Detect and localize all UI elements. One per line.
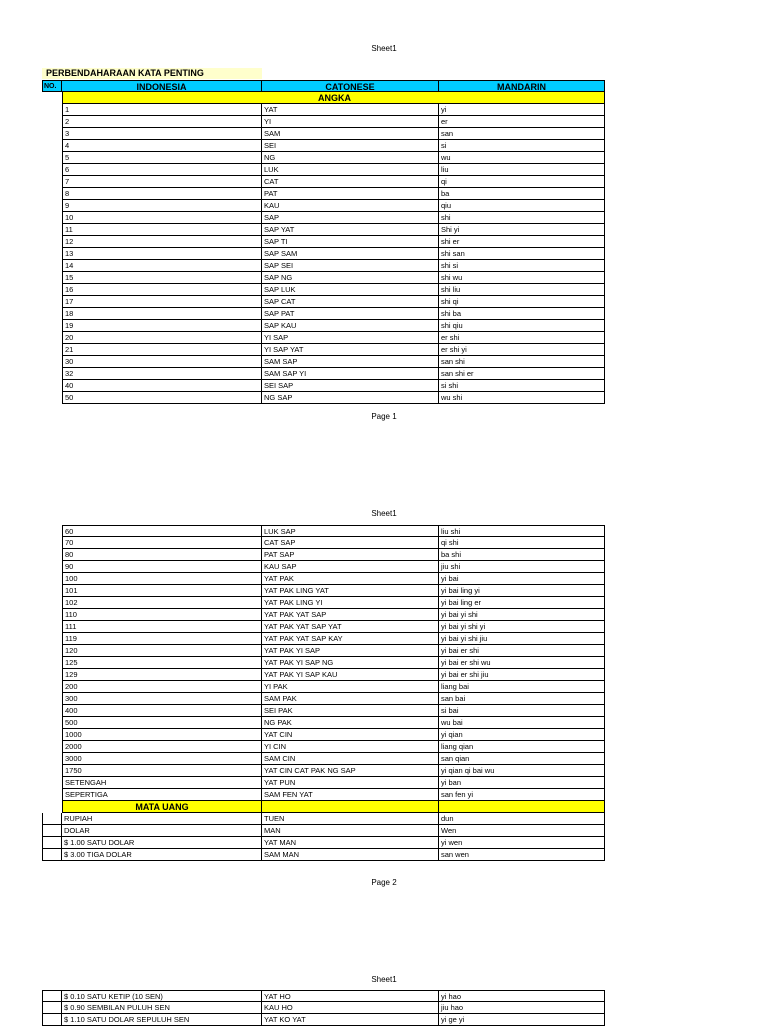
no-cell xyxy=(42,248,62,260)
cantonese-cell: LUK xyxy=(262,164,439,176)
cantonese-cell: YAT PUN xyxy=(262,777,439,789)
no-cell xyxy=(42,525,62,537)
cantonese-cell: YI CIN xyxy=(262,741,439,753)
cantonese-cell: YI SAP xyxy=(262,332,439,344)
indonesia-cell: 7 xyxy=(62,176,262,188)
indonesia-cell: $ 3.00 TIGA DOLAR xyxy=(62,849,262,861)
cantonese-cell: SAP SEI xyxy=(262,260,439,272)
no-cell xyxy=(42,729,62,741)
mandarin-cell: shi wu xyxy=(439,272,605,284)
cantonese-cell: SAP LUK xyxy=(262,284,439,296)
no-cell xyxy=(42,561,62,573)
blank-cell xyxy=(42,801,62,813)
no-cell xyxy=(42,284,62,296)
mandarin-cell: yi xyxy=(439,104,605,116)
cantonese-cell: SAM FEN YAT xyxy=(262,789,439,801)
page-header: Sheet1 xyxy=(371,44,397,53)
mandarin-cell: yi ban xyxy=(439,777,605,789)
no-cell xyxy=(42,705,62,717)
mandarin-cell: san shi er xyxy=(439,368,605,380)
no-cell xyxy=(42,344,62,356)
mandarin-cell: san fen yi xyxy=(439,789,605,801)
no-cell xyxy=(42,224,62,236)
mandarin-cell: wu xyxy=(439,152,605,164)
indonesia-cell: 13 xyxy=(62,248,262,260)
indonesia-cell: 50 xyxy=(62,392,262,404)
column-header-cantonese: CATONESE xyxy=(262,80,439,92)
cantonese-cell: MAN xyxy=(262,825,439,837)
mandarin-cell: yi qian qi bai wu xyxy=(439,765,605,777)
indonesia-cell: 20 xyxy=(62,332,262,344)
indonesia-cell: 18 xyxy=(62,308,262,320)
mandarin-cell: yi bai yi shi xyxy=(439,609,605,621)
no-cell xyxy=(42,308,62,320)
indonesia-cell: 102 xyxy=(62,597,262,609)
mandarin-cell: shi liu xyxy=(439,284,605,296)
mandarin-cell: si bai xyxy=(439,705,605,717)
cantonese-cell: SAM SAP xyxy=(262,356,439,368)
vocabulary-table-page-1 xyxy=(42,80,605,404)
no-cell xyxy=(42,693,62,705)
indonesia-cell: 1000 xyxy=(62,729,262,741)
mandarin-cell: yi bai yi shi yi xyxy=(439,621,605,633)
page-header: Sheet1 xyxy=(371,975,397,984)
indonesia-cell: 40 xyxy=(62,380,262,392)
mandarin-cell: Wen xyxy=(439,825,605,837)
mandarin-cell: er xyxy=(439,116,605,128)
cantonese-cell: SEI SAP xyxy=(262,380,439,392)
mandarin-cell: yi wen xyxy=(439,837,605,849)
no-cell xyxy=(42,188,62,200)
mandarin-cell: yi bai xyxy=(439,573,605,585)
blank-cell xyxy=(42,92,62,104)
cantonese-cell: SAP TI xyxy=(262,236,439,248)
cantonese-cell: NG PAK xyxy=(262,717,439,729)
cantonese-cell: SAP SAM xyxy=(262,248,439,260)
indonesia-cell: 15 xyxy=(62,272,262,284)
indonesia-cell: 100 xyxy=(62,573,262,585)
no-cell xyxy=(42,813,62,825)
no-cell xyxy=(42,128,62,140)
mandarin-cell: san shi xyxy=(439,356,605,368)
no-cell xyxy=(42,104,62,116)
cantonese-cell: KAU xyxy=(262,200,439,212)
cantonese-cell: YAT PAK YAT SAP YAT xyxy=(262,621,439,633)
no-cell xyxy=(42,236,62,248)
indonesia-cell: 60 xyxy=(62,525,262,537)
cantonese-cell: NG SAP xyxy=(262,392,439,404)
cantonese-cell: YAT MAN xyxy=(262,837,439,849)
indonesia-cell: SETENGAH xyxy=(62,777,262,789)
indonesia-cell: 120 xyxy=(62,645,262,657)
cantonese-cell: YAT PAK LING YAT xyxy=(262,585,439,597)
indonesia-cell: 3000 xyxy=(62,753,262,765)
no-cell xyxy=(42,645,62,657)
cantonese-cell: YAT PAK YI SAP KAU xyxy=(262,669,439,681)
mandarin-cell: liu xyxy=(439,164,605,176)
indonesia-cell: $ 1.10 SATU DOLAR SEPULUH SEN xyxy=(62,1014,262,1026)
indonesia-cell: 12 xyxy=(62,236,262,248)
mandarin-cell: san qian xyxy=(439,753,605,765)
no-cell xyxy=(42,1002,62,1014)
no-cell xyxy=(42,368,62,380)
cantonese-cell: YI xyxy=(262,116,439,128)
no-cell xyxy=(42,777,62,789)
no-cell xyxy=(42,356,62,368)
no-cell xyxy=(42,380,62,392)
mandarin-cell: dun xyxy=(439,813,605,825)
indonesia-cell: 11 xyxy=(62,224,262,236)
cantonese-cell: SAP KAU xyxy=(262,320,439,332)
section-heading-fill xyxy=(439,801,605,813)
indonesia-cell: 21 xyxy=(62,344,262,356)
indonesia-cell: 14 xyxy=(62,260,262,272)
no-cell xyxy=(42,837,62,849)
indonesia-cell: DOLAR xyxy=(62,825,262,837)
mandarin-cell: shi ba xyxy=(439,308,605,320)
no-cell xyxy=(42,176,62,188)
no-cell xyxy=(42,573,62,585)
cantonese-cell: SAP NG xyxy=(262,272,439,284)
no-cell xyxy=(42,392,62,404)
indonesia-cell: 125 xyxy=(62,657,262,669)
page-footer: Page 1 xyxy=(371,412,397,421)
no-cell xyxy=(42,717,62,729)
mandarin-cell: er shi xyxy=(439,332,605,344)
vocabulary-table-page-2 xyxy=(42,525,605,861)
section-heading-angka: ANGKA xyxy=(62,92,605,104)
no-cell xyxy=(42,990,62,1002)
mandarin-cell: san xyxy=(439,128,605,140)
no-cell xyxy=(42,621,62,633)
indonesia-cell: 110 xyxy=(62,609,262,621)
cantonese-cell: YAT PAK xyxy=(262,573,439,585)
mandarin-cell: yi qian xyxy=(439,729,605,741)
mandarin-cell: qi shi xyxy=(439,537,605,549)
mandarin-cell: yi bai er shi xyxy=(439,645,605,657)
mandarin-cell: wu bai xyxy=(439,717,605,729)
no-cell xyxy=(42,332,62,344)
indonesia-cell: RUPIAH xyxy=(62,813,262,825)
mandarin-cell: ba xyxy=(439,188,605,200)
section-heading-mata-uang: MATA UANG xyxy=(62,801,262,813)
indonesia-cell: 4 xyxy=(62,140,262,152)
cantonese-cell: SAM CIN xyxy=(262,753,439,765)
indonesia-cell: 1750 xyxy=(62,765,262,777)
cantonese-cell: YAT PAK YI SAP NG xyxy=(262,657,439,669)
cantonese-cell: LUK SAP xyxy=(262,525,439,537)
cantonese-cell: KAU SAP xyxy=(262,561,439,573)
no-cell xyxy=(42,765,62,777)
no-cell xyxy=(42,152,62,164)
mandarin-cell: yi bai yi shi jiu xyxy=(439,633,605,645)
indonesia-cell: 6 xyxy=(62,164,262,176)
indonesia-cell: 30 xyxy=(62,356,262,368)
indonesia-cell: 90 xyxy=(62,561,262,573)
no-cell xyxy=(42,320,62,332)
cantonese-cell: YI PAK xyxy=(262,681,439,693)
mandarin-cell: san bai xyxy=(439,693,605,705)
cantonese-cell: YI SAP YAT xyxy=(262,344,439,356)
mandarin-cell: qiu xyxy=(439,200,605,212)
no-cell xyxy=(42,633,62,645)
cantonese-cell: YAT CIN xyxy=(262,729,439,741)
indonesia-cell: 80 xyxy=(62,549,262,561)
mandarin-cell: yi bai ling er xyxy=(439,597,605,609)
indonesia-cell: 19 xyxy=(62,320,262,332)
document-title: PERBENDAHARAAN KATA PENTING xyxy=(42,68,262,79)
indonesia-cell: 2000 xyxy=(62,741,262,753)
mandarin-cell: wu shi xyxy=(439,392,605,404)
mandarin-cell: shi er xyxy=(439,236,605,248)
mandarin-cell: yi ge yi xyxy=(439,1014,605,1026)
mandarin-cell: ba shi xyxy=(439,549,605,561)
cantonese-cell: YAT KO YAT xyxy=(262,1014,439,1026)
mandarin-cell: yi bai er shi jiu xyxy=(439,669,605,681)
cantonese-cell: SAM xyxy=(262,128,439,140)
no-cell xyxy=(42,849,62,861)
mandarin-cell: shi qiu xyxy=(439,320,605,332)
column-header-no: NO. xyxy=(42,80,62,92)
no-cell xyxy=(42,753,62,765)
indonesia-cell: $ 0.10 SATU KETIP (10 SEN) xyxy=(62,990,262,1002)
indonesia-cell: 1 xyxy=(62,104,262,116)
cantonese-cell: YAT PAK YI SAP xyxy=(262,645,439,657)
cantonese-cell: YAT PAK YAT SAP KAY xyxy=(262,633,439,645)
indonesia-cell: 32 xyxy=(62,368,262,380)
indonesia-cell: SEPERTIGA xyxy=(62,789,262,801)
no-cell xyxy=(42,164,62,176)
no-cell xyxy=(42,741,62,753)
vocabulary-table-page-3 xyxy=(42,990,605,1026)
cantonese-cell: CAT SAP xyxy=(262,537,439,549)
cantonese-cell: SAM PAK xyxy=(262,693,439,705)
cantonese-cell: SEI xyxy=(262,140,439,152)
cantonese-cell: SAM MAN xyxy=(262,849,439,861)
cantonese-cell: TUEN xyxy=(262,813,439,825)
no-cell xyxy=(42,260,62,272)
no-cell xyxy=(42,296,62,308)
no-cell xyxy=(42,825,62,837)
indonesia-cell: 9 xyxy=(62,200,262,212)
mandarin-cell: shi xyxy=(439,212,605,224)
cantonese-cell: KAU HO xyxy=(262,1002,439,1014)
section-heading-fill xyxy=(262,801,439,813)
indonesia-cell: 111 xyxy=(62,621,262,633)
mandarin-cell: si shi xyxy=(439,380,605,392)
indonesia-cell: 2 xyxy=(62,116,262,128)
cantonese-cell: NG xyxy=(262,152,439,164)
no-cell xyxy=(42,116,62,128)
cantonese-cell: SEI PAK xyxy=(262,705,439,717)
mandarin-cell: shi qi xyxy=(439,296,605,308)
indonesia-cell: 17 xyxy=(62,296,262,308)
indonesia-cell: $ 0.90 SEMBILAN PULUH SEN xyxy=(62,1002,262,1014)
mandarin-cell: shi si xyxy=(439,260,605,272)
mandarin-cell: jiu shi xyxy=(439,561,605,573)
cantonese-cell: SAP CAT xyxy=(262,296,439,308)
no-cell xyxy=(42,537,62,549)
cantonese-cell: PAT SAP xyxy=(262,549,439,561)
indonesia-cell: 119 xyxy=(62,633,262,645)
cantonese-cell: CAT xyxy=(262,176,439,188)
cantonese-cell: YAT HO xyxy=(262,990,439,1002)
no-cell xyxy=(42,597,62,609)
no-cell xyxy=(42,681,62,693)
no-cell xyxy=(42,140,62,152)
no-cell xyxy=(42,609,62,621)
mandarin-cell: liu shi xyxy=(439,525,605,537)
cantonese-cell: SAP YAT xyxy=(262,224,439,236)
mandarin-cell: Shi yi xyxy=(439,224,605,236)
mandarin-cell: liang qian xyxy=(439,741,605,753)
cantonese-cell: YAT CIN CAT PAK NG SAP xyxy=(262,765,439,777)
no-cell xyxy=(42,789,62,801)
no-cell xyxy=(42,272,62,284)
indonesia-cell: 16 xyxy=(62,284,262,296)
cantonese-cell: SAP xyxy=(262,212,439,224)
indonesia-cell: 5 xyxy=(62,152,262,164)
cantonese-cell: SAP PAT xyxy=(262,308,439,320)
indonesia-cell: $ 1.00 SATU DOLAR xyxy=(62,837,262,849)
no-cell xyxy=(42,585,62,597)
indonesia-cell: 8 xyxy=(62,188,262,200)
indonesia-cell: 129 xyxy=(62,669,262,681)
mandarin-cell: san wen xyxy=(439,849,605,861)
mandarin-cell: liang bai xyxy=(439,681,605,693)
cantonese-cell: YAT PAK YAT SAP xyxy=(262,609,439,621)
page-header: Sheet1 xyxy=(371,509,397,518)
mandarin-cell: er shi yi xyxy=(439,344,605,356)
mandarin-cell: jiu hao xyxy=(439,1002,605,1014)
cantonese-cell: YAT xyxy=(262,104,439,116)
mandarin-cell: qi xyxy=(439,176,605,188)
column-header-mandarin: MANDARIN xyxy=(439,80,605,92)
mandarin-cell: yi hao xyxy=(439,990,605,1002)
no-cell xyxy=(42,200,62,212)
indonesia-cell: 400 xyxy=(62,705,262,717)
indonesia-cell: 101 xyxy=(62,585,262,597)
no-cell xyxy=(42,212,62,224)
no-cell xyxy=(42,657,62,669)
mandarin-cell: yi bai er shi wu xyxy=(439,657,605,669)
indonesia-cell: 300 xyxy=(62,693,262,705)
no-cell xyxy=(42,549,62,561)
mandarin-cell: yi bai ling yi xyxy=(439,585,605,597)
no-cell xyxy=(42,1014,62,1026)
no-cell xyxy=(42,669,62,681)
indonesia-cell: 200 xyxy=(62,681,262,693)
mandarin-cell: shi san xyxy=(439,248,605,260)
cantonese-cell: SAM SAP YI xyxy=(262,368,439,380)
indonesia-cell: 70 xyxy=(62,537,262,549)
page-footer: Page 2 xyxy=(371,878,397,887)
indonesia-cell: 10 xyxy=(62,212,262,224)
column-header-indonesia: INDONESIA xyxy=(62,80,262,92)
cantonese-cell: PAT xyxy=(262,188,439,200)
indonesia-cell: 500 xyxy=(62,717,262,729)
cantonese-cell: YAT PAK LING YI xyxy=(262,597,439,609)
mandarin-cell: si xyxy=(439,140,605,152)
indonesia-cell: 3 xyxy=(62,128,262,140)
